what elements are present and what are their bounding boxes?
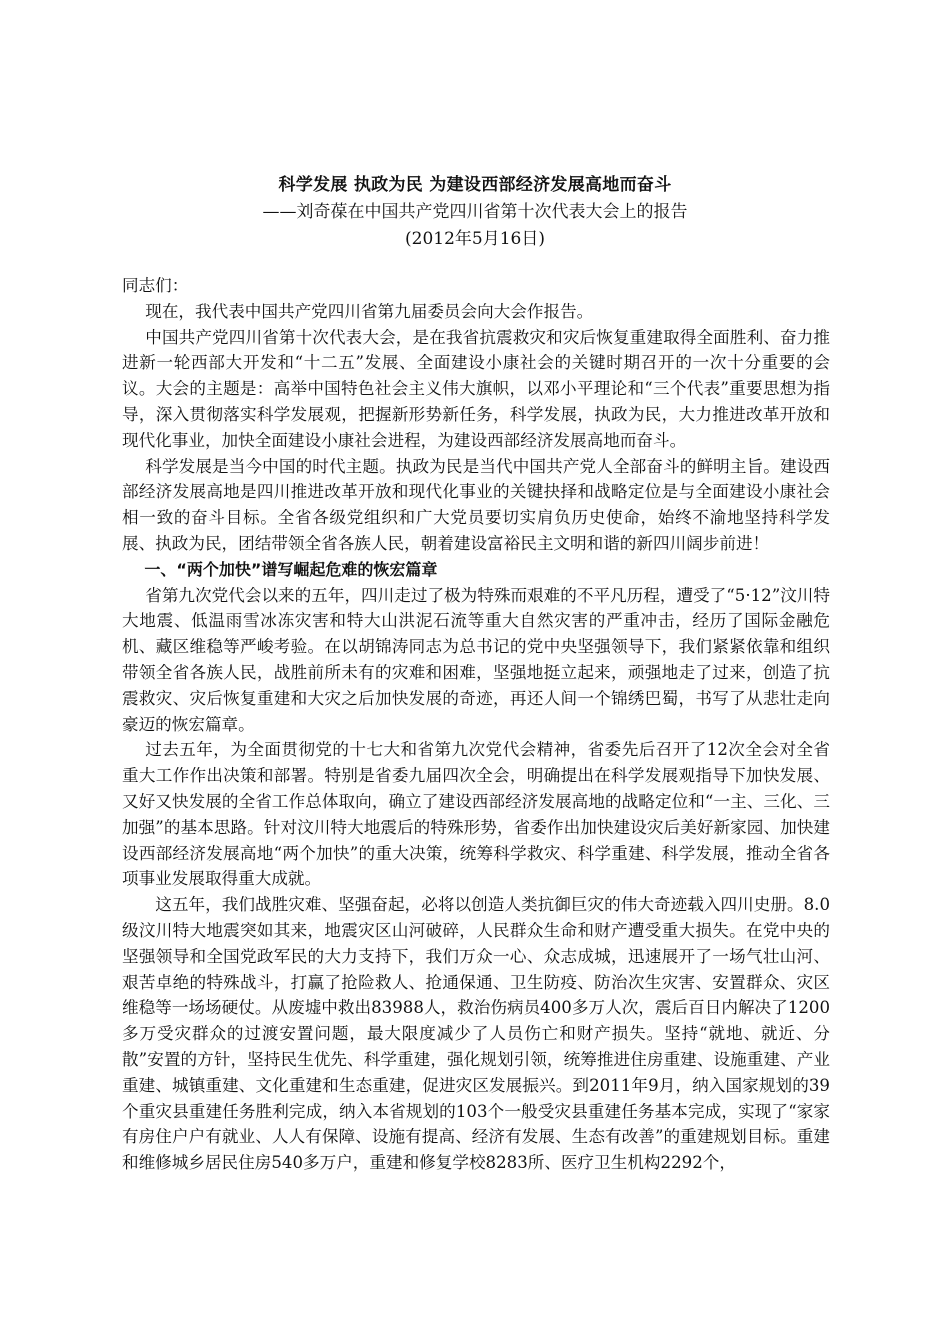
section-heading-1: 一、“两个加快”谱写崛起危难的恢宏篇章 <box>144 559 438 579</box>
document-body <box>122 273 830 1176</box>
document-subtitle: ——刘奇葆在中国共产党四川省第十次代表大会上的报告 <box>262 202 688 222</box>
paragraph-5: 过去五年，为全面贯彻党的十七大和省第九次党代会精神，省委先后召开了12次全会对全省重大工作作出决策和部署。特别是省委九届四次全会，明确提出在科学发展观指导下加快发展、又好又快发展的全省工作总体取向，确立了建设西部经济发展高地的战略定位和“一主、三化、三加强”的基本思路。针对汶川特大地震后的特殊形势，省委作出加快建设灾后美好新家园、加快建设西部经济发展高地“两个加快”的重大决策，统筹科学救灾、科学重建、科学发展，推动全省各项事业发展取得重大成就。 <box>122 740 830 889</box>
document-header <box>120 172 830 253</box>
paragraph-6: 这五年，我们战胜灾难、坚强奋起，必将以创造人类抗御巨灾的伟大奇迹载入四川史册。8.0级汶川特大地震突如其来，地震灾区山河破碎，人民群众生命和财产遭受重大损失。在党中央的坚强领导和全国党政军民的大力支持下，我们万众一心、众志成城，迅速展开了一场气壮山河、艰苦卓绝的特殊战斗，打赢了抢险救人、抢通保通、卫生防疫、防治次生灾害、安置群众、灾区维稳等一场场硬仗。从废墟中救出83988人，救治伤病员400多万人次，震后百日内解决了1200多万受灾群众的过渡安置问题，最大限度减少了人员伤亡和财产损失。坚持“就地、就近、分散”安置的方针，坚持民生优先、科学重建，强化规划引领，统筹推进住房重建、设施重建、产业重建、城镇重建、文化重建和生态重建，促进灾区发展振兴。到2011年9月，纳入国家规划的39个重灾县重建任务胜利完成，纳入本省规划的103个一般受灾县重建任务基本完成，实现了“家家有房住户户有就业、人人有保障、设施有提高、经济有发展、生态有改善”的重建规划目标。重建和维修城乡居民住房540多万户，重建和修复学校8283所、医疗卫生机构2292个， <box>122 895 830 1173</box>
paragraph-2: 中国共产党四川省第十次代表大会，是在我省抗震救灾和灾后恢复重建取得全面胜利、奋力推进新一轮西部大开发和“十二五”发展、全面建设小康社会的关键时期召开的一次十分重要的会议。大会的主题是：高举中国特色社会主义伟大旗帜，以邓小平理论和“三个代表”重要思想为指导，深入贯彻落实科学发展观，把握新形势新任务，科学发展，执政为民，大力推进改革开放和现代化事业，加快全面建设小康社会进程，为建设西部经济发展高地而奋斗。 <box>122 327 830 450</box>
document-title: 科学发展 执政为民 为建设西部经济发展高地而奋斗 <box>278 175 672 195</box>
document-date: (2012年5月16日) <box>405 229 545 249</box>
paragraph-4: 省第九次党代会以来的五年，四川走过了极为特殊而艰难的不平凡历程，遭受了“5·12”汶川特大地震、低温雨雪冰冻灾害和特大山洪泥石流等重大自然灾害的严重冲击，经历了国际金融危机、藏区维稳等严峻考验。在以胡锦涛同志为总书记的党中央坚强领导下，我们紧紧依靠和组织带领全省各族人民，战胜前所未有的灾难和困难，坚强地挺立起来，顽强地走了过来，创造了抗震救灾、灾后恢复重建和大灾之后加快发展的奇迹，再还人间一个锦绣巴蜀，书写了从悲壮走向豪迈的恢宏篇章。 <box>122 585 830 734</box>
paragraph-1: 现在，我代表中国共产党四川省第九届委员会向大会作报告。 <box>145 301 594 321</box>
greeting: 同志们： <box>122 276 189 295</box>
paragraph-3: 科学发展是当今中国的时代主题。执政为民是当代中国共产党人全部奋斗的鲜明主旨。建设西部经济发展高地是四川推进改革开放和现代化事业的关键抉择和战略定位是与全面建设小康社会相一致的奋斗目标。全省各级党组织和广大党员要切实肩负历史使命，始终不渝地坚持科学发展、执政为民，团结带领全省各族人民，朝着建设富裕民主文明和谐的新四川阔步前进！ <box>122 456 830 553</box>
